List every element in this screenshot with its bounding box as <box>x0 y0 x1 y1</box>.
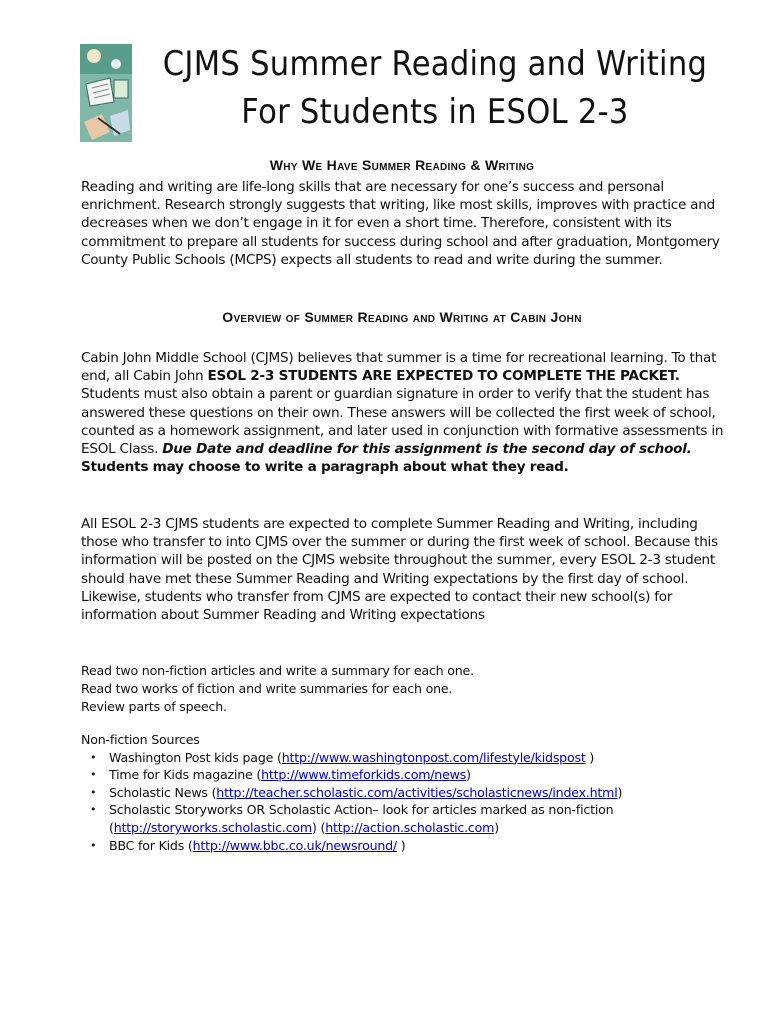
source-label: Scholastic News ( <box>109 784 217 800</box>
source-separator: ) ( <box>312 819 326 835</box>
source-suffix: ) <box>396 837 406 853</box>
nonfiction-sources <box>81 731 741 854</box>
task-list <box>81 662 721 716</box>
title-line-1: CJMS Summer Reading and Writing <box>162 44 708 84</box>
page-title <box>161 40 710 136</box>
overview-heading: Overview of Summer Reading and Writing at Cabin John <box>222 309 582 325</box>
title-line-2: For Students in ESOL 2-3 <box>241 92 629 132</box>
source-label: Scholastic Storyworks OR Scholastic Action– look for articles marked as non-fiction ( <box>109 802 614 835</box>
source-label: Washington Post kids page ( <box>109 749 282 765</box>
source-link[interactable]: http://storyworks.scholastic.com <box>113 819 312 835</box>
expectations-paragraph: All ESOL 2-3 CJMS students are expected to complete Summer Reading and Writing, including those who transfer to into CJMS over the summer or during the first week of school. Because this information will be posted on the CJMS website throughout the summer, every ESOL 2-3 student should have met these Summer Reading and Writing expectations by the first day of school. Likewise, students who transfer from CJMS are expected to contact their new school(s) for information about Summer Reading and Writing expectations <box>81 516 718 624</box>
overview-text-1: Cabin John Middle School (CJMS) believes that summer is a time for recreational learning. To that end, all Cabin John <box>81 350 717 385</box>
reading-writing-clipart-icon <box>80 44 132 142</box>
task-item: Review parts of speech. <box>81 699 227 714</box>
overview-paragraph <box>81 349 731 476</box>
task-item: Read two works of fiction and write summaries for each one. <box>81 681 453 696</box>
why-paragraph: Reading and writing are life-long skills that are necessary for one’s success and personal enrichment. Research strongly suggests that writing, like most skills, improves with practice and decreases when we don’t engage in it for even a short time. Therefore, consistent with its commitment to prepare all students for success during school and after graduation, Montgomery County Public Schools (MCPS) expects all students to read and write during the summer. <box>81 179 720 268</box>
why-heading: Why We Have Summer Reading & Writing <box>269 157 535 173</box>
sources-list <box>81 749 741 855</box>
source-item-time-for-kids <box>81 766 741 784</box>
overview-emphasis-packet: ESOL 2-3 STUDENTS ARE EXPECTED TO COMPLETE THE PACKET. <box>207 368 680 385</box>
source-link[interactable]: http://www.bbc.co.uk/newsround/ <box>192 837 397 853</box>
sources-heading: Non-fiction Sources <box>81 732 200 747</box>
source-suffix: ) <box>585 749 595 765</box>
source-link[interactable]: http://action.scholastic.com <box>325 819 495 835</box>
overview-paragraph-option: Students may choose to write a paragraph about what they read. <box>81 459 569 476</box>
source-item-scholastic-storyworks <box>81 801 741 836</box>
source-item-scholastic-news <box>81 784 741 802</box>
source-suffix: ) <box>617 784 623 800</box>
source-label: Time for Kids magazine ( <box>109 767 262 783</box>
task-item: Read two non-fiction articles and write a summary for each one. <box>81 663 474 678</box>
overview-due-date: Due Date and deadline for this assignment is the second day of school. <box>162 441 692 458</box>
source-link[interactable]: http://www.washingtonpost.com/lifestyle/kidspost <box>281 749 586 765</box>
source-item-washington-post <box>81 749 741 767</box>
overview-text-2: Students must also obtain a parent or guardian signature in order to verify that the student has answered these questions on their own. These answers will be collected the first week of school, counted as a homework assignment, and later used in conjunction with formative assessments in ESOL Class. <box>81 386 724 458</box>
source-label: BBC for Kids ( <box>109 837 193 853</box>
source-link[interactable]: http://teacher.scholastic.com/activities/scholasticnews/index.html <box>216 784 618 800</box>
source-item-bbc-for-kids <box>81 837 741 855</box>
source-suffix: ) <box>494 819 499 835</box>
source-link[interactable]: http://www.timeforkids.com/news <box>261 767 467 783</box>
source-suffix: ) <box>466 767 471 783</box>
